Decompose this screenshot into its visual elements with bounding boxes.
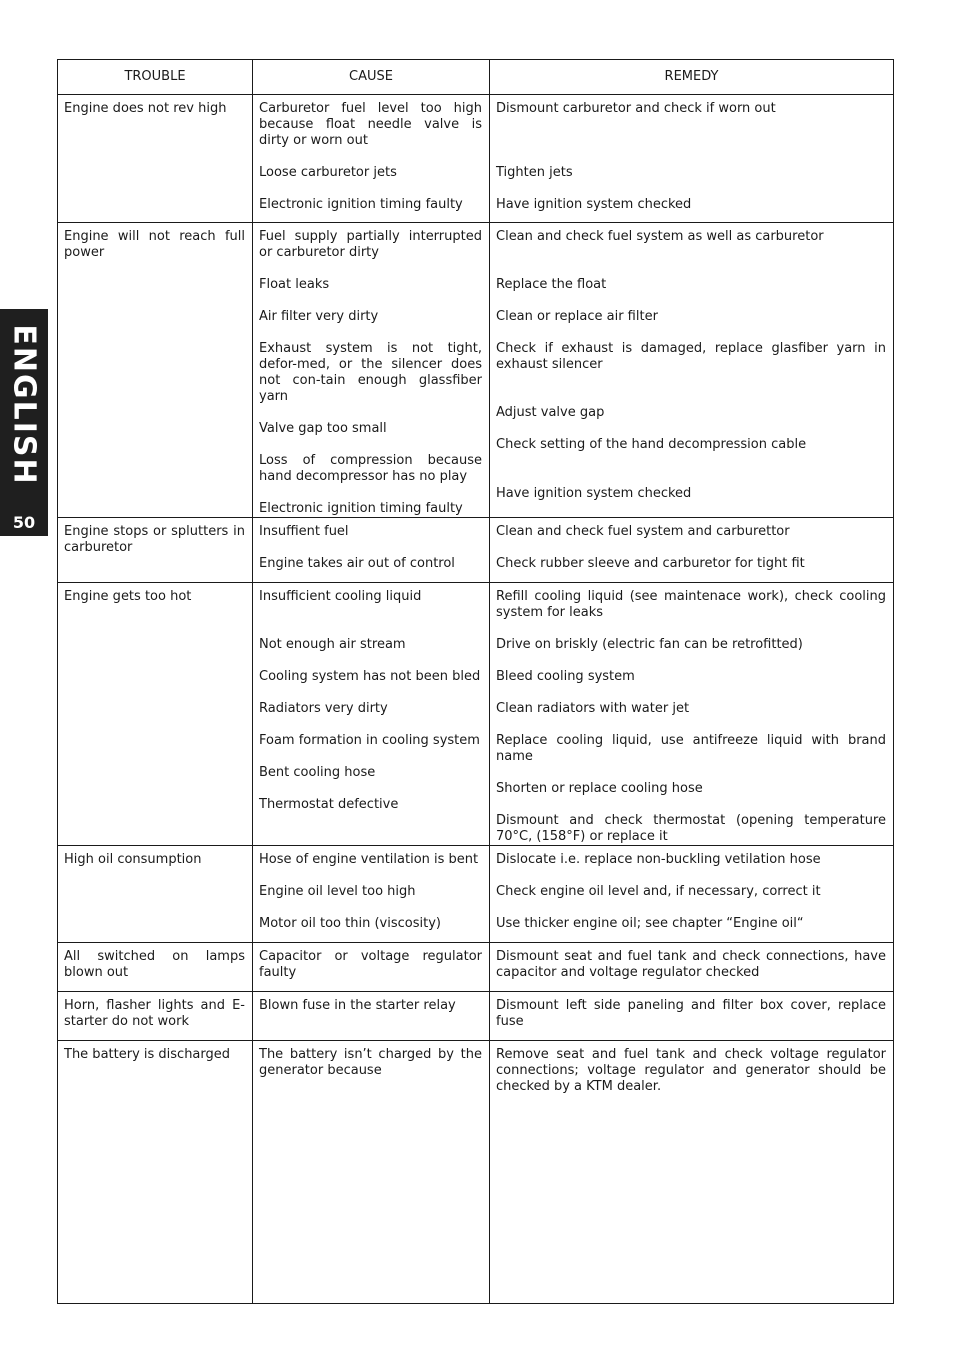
- cause-item: Blown fuse in the starter relay: [259, 998, 456, 1013]
- cause-item: Insuffient fuel: [259, 524, 349, 539]
- remedy-item: Dislocate i.e. replace non-buckling vetilation hose: [496, 852, 821, 867]
- header-trouble: TROUBLE: [58, 60, 253, 95]
- trouble-cell: Engine stops or splutters in carburetor: [58, 518, 253, 583]
- cause-item: Electronic ignition timing faulty: [259, 501, 463, 516]
- trouble-cell: Engine does not rev high: [58, 95, 253, 223]
- trouble-cell: All switched on lamps blown out: [58, 943, 253, 992]
- cause-item: Capacitor or voltage regulator faulty: [259, 949, 482, 980]
- cause-item: Not enough air stream: [259, 637, 406, 652]
- table-row: [58, 583, 894, 846]
- remedy-item: Have ignition system checked: [496, 197, 692, 212]
- remedy-item: Check setting of the hand decompression cable: [496, 437, 807, 452]
- cause-cell: [253, 1041, 490, 1304]
- remedy-item: Tighten jets: [496, 165, 573, 180]
- cause-item: Cooling system has not been bled: [259, 669, 481, 684]
- remedy-item: Clean radiators with water jet: [496, 701, 690, 716]
- cause-item: Radiators very dirty: [259, 701, 388, 716]
- table-row: [58, 518, 894, 583]
- cause-item: Electronic ignition timing faulty: [259, 197, 463, 212]
- remedy-item: Clean or replace air filter: [496, 309, 658, 324]
- remedy-item: Replace cooling liquid, use antifreeze liquid with brand name: [496, 733, 886, 764]
- remedy-cell: [490, 518, 894, 583]
- remedy-cell: [490, 1041, 894, 1304]
- remedy-item: Shorten or replace cooling hose: [496, 781, 703, 796]
- cause-item: Valve gap too small: [259, 421, 387, 436]
- remedy-item: Drive on briskly (electric fan can be retrofitted): [496, 637, 803, 652]
- remedy-item: Clean and check fuel system as well as carburetor: [496, 229, 824, 244]
- language-label: ENGLISH: [6, 324, 42, 486]
- cause-cell: [253, 223, 490, 518]
- remedy-cell: [490, 583, 894, 846]
- cause-cell: [253, 992, 490, 1041]
- remedy-item: Dismount and check thermostat (opening temperature 70°C, (158°F) or replace it: [496, 813, 886, 844]
- cause-item: Fuel supply partially interrupted or carburetor dirty: [259, 229, 482, 260]
- remedy-item: Refill cooling liquid (see maintenace work), check cooling system for leaks: [496, 589, 886, 620]
- cause-item: Exhaust system is not tight, defor-med, or the silencer does not con-tain enough glassfiber yarn: [259, 341, 482, 404]
- table-row: [58, 846, 894, 943]
- remedy-cell: [490, 846, 894, 943]
- cause-item: Foam formation in cooling system: [259, 733, 480, 748]
- cause-cell: [253, 518, 490, 583]
- table-row: [58, 943, 894, 992]
- remedy-item: Remove seat and fuel tank and check voltage regulator connections; voltage regulator and generator should be checked by a KTM dealer.: [496, 1047, 886, 1094]
- trouble-cell: Engine gets too hot: [58, 583, 253, 846]
- page-number: 50: [12, 513, 36, 532]
- remedy-item: Dismount left side paneling and filter box cover, replace fuse: [496, 998, 886, 1029]
- cause-item: The battery isn’t charged by the generator because: [259, 1047, 482, 1078]
- cause-item: Engine oil level too high: [259, 884, 416, 899]
- remedy-item: Use thicker engine oil; see chapter “Engine oil“: [496, 916, 804, 931]
- cause-item: Insufficient cooling liquid: [259, 589, 422, 604]
- cause-cell: [253, 846, 490, 943]
- table-row: [58, 1041, 894, 1304]
- table-header-row: [58, 60, 894, 95]
- cause-item: Carburetor fuel level too high because float needle valve is dirty or worn out: [259, 101, 482, 148]
- remedy-cell: [490, 943, 894, 992]
- remedy-item: Adjust valve gap: [496, 405, 605, 420]
- cause-item: Bent cooling hose: [259, 765, 376, 780]
- cause-cell: [253, 583, 490, 846]
- table-row: [58, 95, 894, 223]
- cause-item: Float leaks: [259, 277, 330, 292]
- header-cause: CAUSE: [253, 60, 490, 95]
- cause-item: Air filter very dirty: [259, 309, 379, 324]
- troubleshooting-table: [57, 59, 894, 1304]
- cause-item: Loss of compression because hand decompressor has no play: [259, 453, 482, 484]
- remedy-cell: [490, 95, 894, 223]
- header-remedy: REMEDY: [490, 60, 894, 95]
- language-tab: [0, 309, 48, 536]
- remedy-cell: [490, 992, 894, 1041]
- trouble-cell: The battery is discharged: [58, 1041, 253, 1304]
- remedy-item: Bleed cooling system: [496, 669, 635, 684]
- cause-item: Hose of engine ventilation is bent: [259, 852, 479, 867]
- remedy-item: Clean and check fuel system and carburettor: [496, 524, 790, 539]
- remedy-item: Check if exhaust is damaged, replace glasfiber yarn in exhaust silencer: [496, 341, 886, 372]
- table-row: [58, 992, 894, 1041]
- trouble-cell: High oil consumption: [58, 846, 253, 943]
- cause-cell: [253, 943, 490, 992]
- cause-cell: [253, 95, 490, 223]
- cause-item: Motor oil too thin (viscosity): [259, 916, 441, 931]
- trouble-cell: Horn, flasher lights and E-starter do not work: [58, 992, 253, 1041]
- remedy-item: Check engine oil level and, if necessary, correct it: [496, 884, 821, 899]
- table-row: [58, 223, 894, 518]
- remedy-item: Check rubber sleeve and carburetor for tight fit: [496, 556, 805, 571]
- remedy-item: Dismount seat and fuel tank and check connections, have capacitor and voltage regulator checked: [496, 949, 886, 980]
- remedy-cell: [490, 223, 894, 518]
- cause-item: Loose carburetor jets: [259, 165, 397, 180]
- cause-item: Engine takes air out of control: [259, 556, 455, 571]
- cause-item: Thermostat defective: [259, 797, 399, 812]
- trouble-cell: Engine will not reach full power: [58, 223, 253, 518]
- remedy-item: Replace the float: [496, 277, 607, 292]
- remedy-item: Have ignition system checked: [496, 486, 692, 501]
- remedy-item: Dismount carburetor and check if worn out: [496, 101, 776, 116]
